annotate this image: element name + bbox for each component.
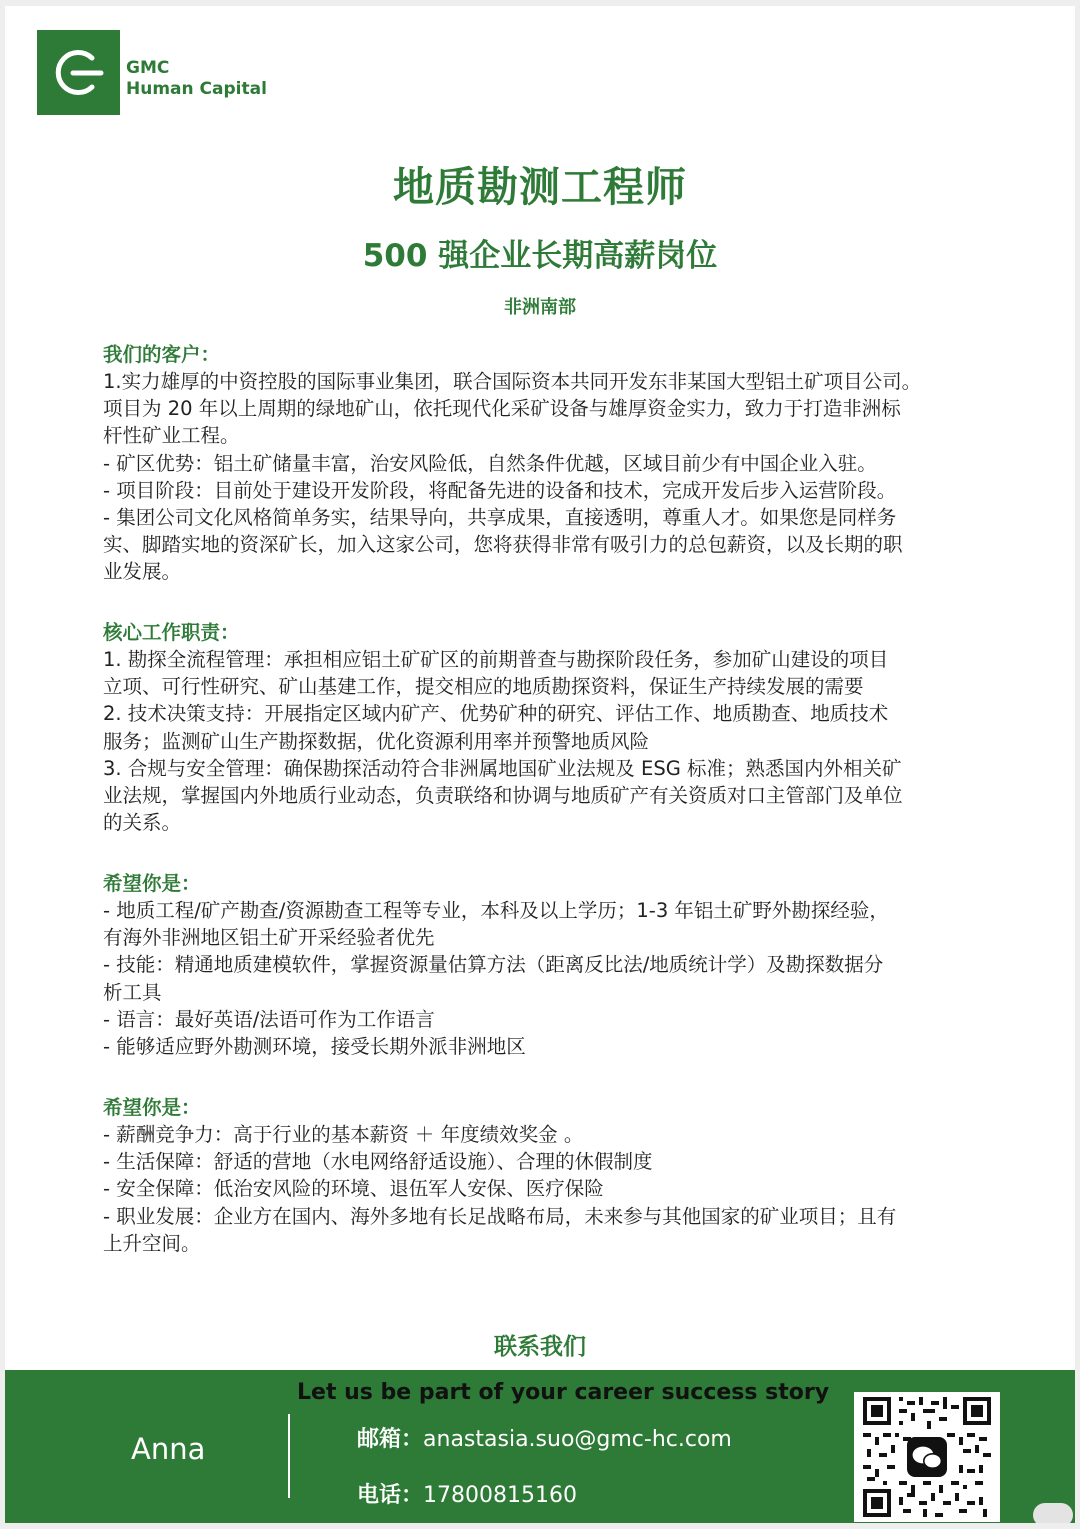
section-line: 业发展。 xyxy=(103,560,182,584)
section-line: - 矿区优势：铝土矿储量丰富，治安风险低，自然条件优越，区域目前少有中国企业入驻。 xyxy=(103,451,877,475)
section-line: - 职业发展：企业方在国内、海外多地有长足战略布局，未来参与其他国家的矿业项目；且有 xyxy=(103,1204,897,1228)
section-line: 有海外非洲地区铝土矿开采经验者优先 xyxy=(103,926,435,950)
gmc-logo xyxy=(37,30,120,115)
section-line: 上升空间。 xyxy=(103,1231,201,1255)
section-line: - 能够适应野外勘测环境，接受长期外派非洲地区 xyxy=(103,1035,526,1059)
section-benefits xyxy=(103,1094,1013,1257)
section-line: 3. 合规与安全管理：确保勘探活动符合非洲属地国矿业法规及 ESG 标准；熟悉国内外相关矿 xyxy=(103,756,902,780)
email-link[interactable]: anastasia.suo@gmc-hc.com xyxy=(423,1427,732,1452)
section-client xyxy=(103,341,1013,586)
section-line: 1. 勘探全流程管理：承担相应铝土矿矿区的前期普查与勘探阶段任务，参加矿山建设的项目 xyxy=(103,648,889,671)
section-line: 的关系。 xyxy=(103,811,182,835)
tagline-text: Let us be part of your career success story xyxy=(297,1380,830,1405)
section-line: 1.实力雄厚的中资控股的国际事业集团，联合国际资本共同开发东非某国大型铝土矿项目公司。 xyxy=(103,370,922,393)
brand-name xyxy=(126,58,267,100)
section-heading: 希望你是： xyxy=(103,1096,201,1119)
section-line: 立项、可行性研究、矿山基建工作，提交相应的地质勘探资料，保证生产持续发展的需要 xyxy=(103,675,864,699)
brand-line-1: GMC xyxy=(126,58,170,78)
section-line: 业法规，掌握国内外地质行业动态，负责联络和协调与地质矿产有关资质对口主管部门及单位 xyxy=(103,784,903,808)
job-posting-page xyxy=(5,6,1075,1523)
contact-footer xyxy=(5,1370,1075,1523)
section-line: 服务；监测矿山生产勘探数据，优化资源利用率并预警地质风险 xyxy=(103,729,650,753)
section-line: - 安全保障：低治安风险的环境、退伍军人安保、医疗保险 xyxy=(103,1177,604,1201)
section-heading: 我们的客户： xyxy=(103,343,221,366)
watermark-badge xyxy=(1033,1503,1073,1523)
phone-row xyxy=(357,1478,577,1509)
divider xyxy=(288,1414,290,1498)
section-line: 实、脚踏实地的资深矿长，加入这家公司，您将获得非常有吸引力的总包薪资，以及长期的职 xyxy=(103,533,903,557)
section-heading: 核心工作职责： xyxy=(103,621,240,644)
wechat-qr-code xyxy=(854,1392,1000,1522)
section-line: - 技能：精通地质建模软件，掌握资源量估算方法（距离反比法/地质统计学）及勘探数据分 xyxy=(103,953,884,977)
section-line: 项目为 20 年以上周期的绿地矿山，依托现代化采矿设备与雄厚资金实力，致力于打造非洲标 xyxy=(103,397,901,421)
email-label: 邮箱： xyxy=(357,1427,424,1452)
section-heading: 希望你是： xyxy=(103,872,201,895)
job-location: 非洲南部 xyxy=(504,297,576,318)
contact-name: Anna xyxy=(131,1432,206,1466)
section-line: - 生活保障：舒适的营地（水电网络舒适设施）、合理的休假制度 xyxy=(103,1150,653,1174)
brand-line-2: Human Capital xyxy=(126,79,267,99)
email-row xyxy=(357,1422,732,1453)
section-responsibilities xyxy=(103,619,1013,836)
contact-heading: 联系我们 xyxy=(494,1334,586,1360)
section-line: - 地质工程/矿产勘查/资源勘查工程等专业，本科及以上学历；1-3 年铝土矿野外勘探经验， xyxy=(103,899,889,922)
section-line: 2. 技术决策支持：开展指定区域内矿产、优势矿种的研究、评估工作、地质勘查、地质技术 xyxy=(103,702,889,726)
gmc-logo-icon xyxy=(37,30,120,115)
section-line: - 语言：最好英语/法语可作为工作语言 xyxy=(103,1007,435,1031)
section-line: 杆性矿业工程。 xyxy=(103,424,240,448)
phone-label: 电话： xyxy=(357,1483,424,1508)
job-title: 地质勘测工程师 xyxy=(393,163,687,211)
job-subtitle: 500 强企业长期高薪岗位 xyxy=(362,238,718,274)
section-line: 析工具 xyxy=(103,980,162,1004)
phone-number[interactable]: 17800815160 xyxy=(423,1483,577,1508)
section-line: - 项目阶段：目前处于建设开发阶段，将配备先进的设备和技术，完成开发后步入运营阶段。 xyxy=(103,478,897,502)
section-requirements xyxy=(103,870,1013,1060)
section-line: - 集团公司文化风格简单务实，结果导向，共享成果，直接透明，尊重人才。如果您是同样务 xyxy=(103,506,897,530)
section-line: - 薪酬竞争力：高于行业的基本薪资 ＋ 年度绩效奖金 。 xyxy=(103,1123,584,1146)
qr-code-icon xyxy=(863,1397,991,1517)
